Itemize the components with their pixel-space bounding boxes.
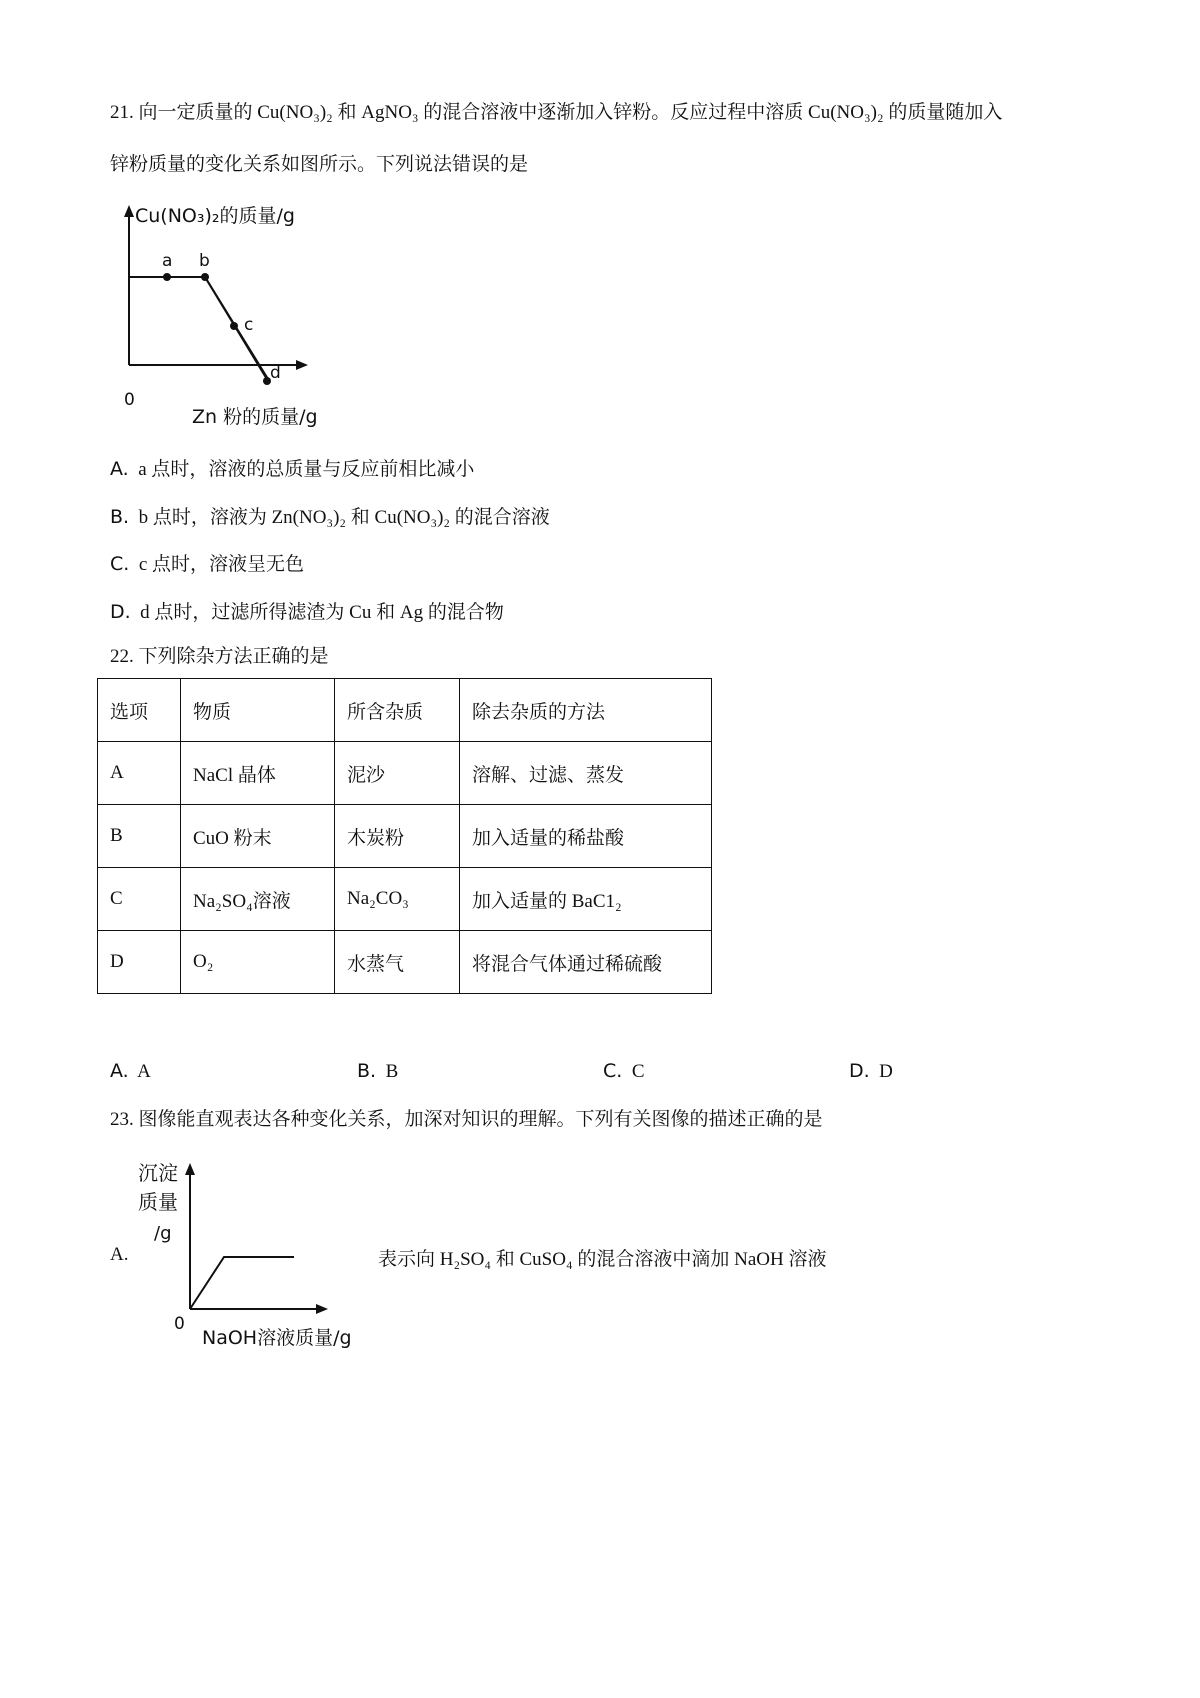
q21-point-b <box>201 273 209 281</box>
q21-point-label-d: d <box>270 363 281 383</box>
q21-point-label-a: a <box>162 251 173 271</box>
q23-x-axis-arrow <box>316 1304 328 1314</box>
q22-option-a <box>110 1060 151 1083</box>
q21-point-label-b: b <box>199 251 210 271</box>
table-cell: Na₂CO₃ <box>335 868 460 931</box>
option-text: d 点时，过滤所得滤渣为 Cu 和 Ag 的混合物 <box>140 602 504 623</box>
q21-xlabel: Zn 粉的质量/g <box>192 406 318 428</box>
table-row <box>98 931 712 994</box>
q21-ylabel: Cu(NO₃)₂的质量/g <box>135 205 295 227</box>
table-cell: O₂ <box>181 931 335 994</box>
q22-option-d <box>849 1060 893 1083</box>
table-cell: C <box>98 868 181 931</box>
option-letter: C. <box>110 553 130 575</box>
option-letter: C. <box>603 1060 623 1082</box>
q21-x-axis-arrow <box>296 360 308 370</box>
q23-option-a-letter: A. <box>110 1244 129 1265</box>
option-letter: A. <box>110 1060 129 1082</box>
table-cell: Na₂SO₄溶液 <box>181 868 335 931</box>
option-text: B <box>385 1061 399 1082</box>
table-cell: D <box>98 931 181 994</box>
q21-option-a <box>110 454 474 481</box>
table-row <box>98 805 712 868</box>
table-cell: 加入适量的稀盐酸 <box>460 805 712 868</box>
q23-curve <box>190 1257 294 1309</box>
option-letter: B. <box>357 1060 377 1082</box>
table-header-row <box>98 679 712 742</box>
q21-point-c <box>230 322 238 330</box>
q21-graph <box>110 205 340 430</box>
q21-stem-line1: 21. 向一定质量的 Cu(NO₃)₂ 和 AgNO₃ 的混合溶液中逐渐加入锌粉。反应过程中溶质 Cu(NO₃)₂ 的质量随加入 <box>110 102 1003 123</box>
q22-stem: 22. 下列除杂方法正确的是 <box>110 646 329 667</box>
option-text: a 点时，溶液的总质量与反应前相比减小 <box>138 459 475 480</box>
q23-y-axis-arrow <box>185 1163 195 1175</box>
option-letter: D. <box>110 601 131 623</box>
table-cell: 泥沙 <box>335 742 460 805</box>
table-cell: 将混合气体通过稀硫酸 <box>460 931 712 994</box>
q23-ylabel-line1: 沉淀 <box>138 1161 178 1185</box>
q23-stem: 23. 图像能直观表达各种变化关系，加深对知识的理解。下列有关图像的描述正确的是 <box>110 1109 823 1130</box>
q21-y-axis-arrow <box>124 205 134 217</box>
table-cell: 溶解、过滤、蒸发 <box>460 742 712 805</box>
option-text: c 点时，溶液呈无色 <box>138 554 304 575</box>
q23-option-a-text: 表示向 H₂SO₄ 和 CuSO₄ 的混合溶液中滴加 NaOH 溶液 <box>378 1249 827 1270</box>
q21-origin: 0 <box>124 390 135 410</box>
option-text: D <box>879 1061 893 1082</box>
table-cell: 木炭粉 <box>335 805 460 868</box>
table-row <box>98 742 712 805</box>
option-text: A <box>137 1061 151 1082</box>
option-text: b 点时，溶液为 Zn(NO₃)₂ 和 Cu(NO₃)₂ 的混合溶液 <box>138 507 550 528</box>
q21-option-c <box>110 549 304 576</box>
table-header-cell: 选项 <box>98 679 181 742</box>
q23-ylabel-line2: 质量 <box>138 1190 178 1214</box>
option-letter: A. <box>110 458 129 480</box>
option-letter: B. <box>110 506 130 528</box>
q22-option-b <box>357 1060 398 1083</box>
table-row <box>98 868 712 931</box>
q23-ylabel-line3: /g <box>154 1223 172 1244</box>
table-cell: 加入适量的 BaC1₂ <box>460 868 712 931</box>
q23-graph <box>130 1157 380 1357</box>
q21-option-d <box>110 597 504 624</box>
table-header-cell: 所含杂质 <box>335 679 460 742</box>
option-letter: D. <box>849 1060 870 1082</box>
table-cell: A <box>98 742 181 805</box>
q23-xlabel: NaOH溶液质量/g <box>202 1327 352 1349</box>
table-header-cell: 除去杂质的方法 <box>460 679 712 742</box>
table-cell: B <box>98 805 181 868</box>
table-cell: CuO 粉末 <box>181 805 335 868</box>
table-header-cell: 物质 <box>181 679 335 742</box>
q22-option-c <box>603 1060 645 1083</box>
q21-stem-line2: 锌粉质量的变化关系如图所示。下列说法错误的是 <box>110 154 529 175</box>
table-cell: NaCl 晶体 <box>181 742 335 805</box>
q21-point-a <box>163 273 171 281</box>
q23-origin: 0 <box>174 1314 185 1334</box>
q21-point-label-c: c <box>244 315 254 335</box>
q22-table <box>97 678 712 994</box>
option-text: C <box>631 1061 645 1082</box>
q21-option-b <box>110 502 550 529</box>
table-cell: 水蒸气 <box>335 931 460 994</box>
